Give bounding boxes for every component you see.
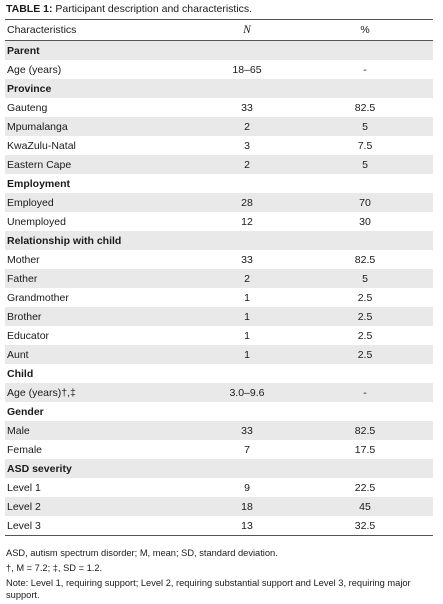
table-row bbox=[5, 497, 433, 516]
cell-label: Gender bbox=[7, 405, 44, 418]
cell-label: Eastern Cape bbox=[7, 158, 72, 171]
table-row bbox=[5, 326, 433, 345]
cell-n: 2 bbox=[244, 158, 250, 171]
cell-percent: 82.5 bbox=[354, 424, 376, 437]
cell-label: Level 2 bbox=[7, 500, 41, 513]
cell-percent: - bbox=[363, 63, 367, 76]
cell-n: 1 bbox=[244, 329, 250, 342]
cell-percent: 45 bbox=[359, 500, 371, 513]
cell-percent: - bbox=[363, 386, 367, 399]
cell-n: 3 bbox=[244, 139, 250, 152]
cell-label: Gauteng bbox=[7, 101, 48, 114]
cell-label: Educator bbox=[7, 329, 50, 342]
table-notes bbox=[5, 547, 433, 601]
cell-percent: 32.5 bbox=[354, 519, 376, 532]
cell-percent: 70 bbox=[359, 196, 371, 209]
header-percent: % bbox=[360, 24, 370, 36]
table-row bbox=[5, 117, 433, 136]
cell-label: Employed bbox=[7, 196, 54, 209]
cell-n: 28 bbox=[241, 196, 253, 209]
cell-percent: 82.5 bbox=[354, 101, 376, 114]
cell-label: Age (years)†,‡ bbox=[7, 386, 76, 399]
table-row bbox=[5, 269, 433, 288]
cell-percent: 5 bbox=[362, 120, 368, 133]
cell-label: Relationship with child bbox=[7, 234, 122, 247]
table-row bbox=[5, 98, 433, 117]
cell-n: 1 bbox=[244, 291, 250, 304]
note-abbreviations: ASD, autism spectrum disorder; M, mean; SD, standard deviation. bbox=[6, 548, 278, 558]
table-row bbox=[5, 307, 433, 326]
table-row bbox=[5, 383, 433, 402]
table-row bbox=[5, 440, 433, 459]
table-section-row bbox=[5, 364, 433, 383]
note-levels: Note: Level 1, requiring support; Level 2, requiring substantial support and Level 3, requiring major support. bbox=[6, 578, 411, 600]
header-n: N bbox=[243, 24, 251, 36]
cell-label: Mother bbox=[7, 253, 40, 266]
table-row bbox=[5, 345, 433, 364]
table-header-row bbox=[5, 20, 433, 41]
caption-label: TABLE 1: bbox=[6, 3, 53, 15]
cell-percent: 5 bbox=[362, 272, 368, 285]
cell-label: Employment bbox=[7, 177, 71, 190]
cell-n: 33 bbox=[241, 424, 253, 437]
cell-n: 3.0–9.6 bbox=[229, 386, 265, 399]
cell-n: 7 bbox=[244, 443, 250, 456]
cell-label: Father bbox=[7, 272, 38, 285]
cell-label: KwaZulu-Natal bbox=[7, 139, 76, 152]
table-section-row bbox=[5, 174, 433, 193]
cell-label: Brother bbox=[7, 310, 42, 323]
table-body bbox=[5, 41, 433, 535]
cell-percent: 7.5 bbox=[357, 139, 373, 152]
cell-label: Parent bbox=[7, 44, 40, 57]
cell-n: 18 bbox=[241, 500, 253, 513]
cell-n: 1 bbox=[244, 348, 250, 361]
table-row bbox=[5, 212, 433, 231]
table-row bbox=[5, 288, 433, 307]
table-section-row bbox=[5, 41, 433, 60]
table-row bbox=[5, 421, 433, 440]
cell-n: 13 bbox=[241, 519, 253, 532]
table-row bbox=[5, 516, 433, 535]
table-row bbox=[5, 478, 433, 497]
cell-label: Age (years) bbox=[7, 63, 62, 76]
table-row bbox=[5, 250, 433, 269]
cell-label: Child bbox=[7, 367, 34, 380]
cell-n: 18–65 bbox=[232, 63, 262, 76]
table-row bbox=[5, 136, 433, 155]
cell-label: Unemployed bbox=[7, 215, 66, 228]
cell-percent: 2.5 bbox=[357, 291, 373, 304]
cell-n: 33 bbox=[241, 101, 253, 114]
cell-label: Grandmother bbox=[7, 291, 69, 304]
cell-n: 2 bbox=[244, 120, 250, 133]
data-table bbox=[5, 19, 433, 536]
cell-n: 12 bbox=[241, 215, 253, 228]
cell-percent: 5 bbox=[362, 158, 368, 171]
header-characteristics: Characteristics bbox=[7, 24, 77, 36]
cell-percent: 2.5 bbox=[357, 348, 373, 361]
cell-percent: 82.5 bbox=[354, 253, 376, 266]
table-section-row bbox=[5, 459, 433, 478]
cell-label: Level 1 bbox=[7, 481, 41, 494]
cell-percent: 17.5 bbox=[354, 443, 376, 456]
table-section-row bbox=[5, 231, 433, 250]
cell-percent: 2.5 bbox=[357, 329, 373, 342]
cell-label: Female bbox=[7, 443, 43, 456]
table-caption bbox=[5, 0, 433, 19]
caption-text: Participant description and characteristics. bbox=[52, 3, 253, 15]
cell-label: Male bbox=[7, 424, 30, 437]
cell-label: ASD severity bbox=[7, 462, 72, 475]
table-section-row bbox=[5, 402, 433, 421]
cell-n: 1 bbox=[244, 310, 250, 323]
cell-percent: 30 bbox=[359, 215, 371, 228]
cell-label: Province bbox=[7, 82, 52, 95]
cell-percent: 22.5 bbox=[354, 481, 376, 494]
note-symbols: †, M = 7.2; ‡, SD = 1.2. bbox=[6, 563, 103, 573]
cell-label: Mpumalanga bbox=[7, 120, 68, 133]
table-row bbox=[5, 155, 433, 174]
cell-n: 2 bbox=[244, 272, 250, 285]
table-figure bbox=[5, 0, 433, 604]
cell-n: 33 bbox=[241, 253, 253, 266]
cell-n: 9 bbox=[244, 481, 250, 494]
table-row bbox=[5, 193, 433, 212]
cell-percent: 2.5 bbox=[357, 310, 373, 323]
table-row bbox=[5, 60, 433, 79]
table-section-row bbox=[5, 79, 433, 98]
cell-label: Aunt bbox=[7, 348, 29, 361]
cell-label: Level 3 bbox=[7, 519, 41, 532]
